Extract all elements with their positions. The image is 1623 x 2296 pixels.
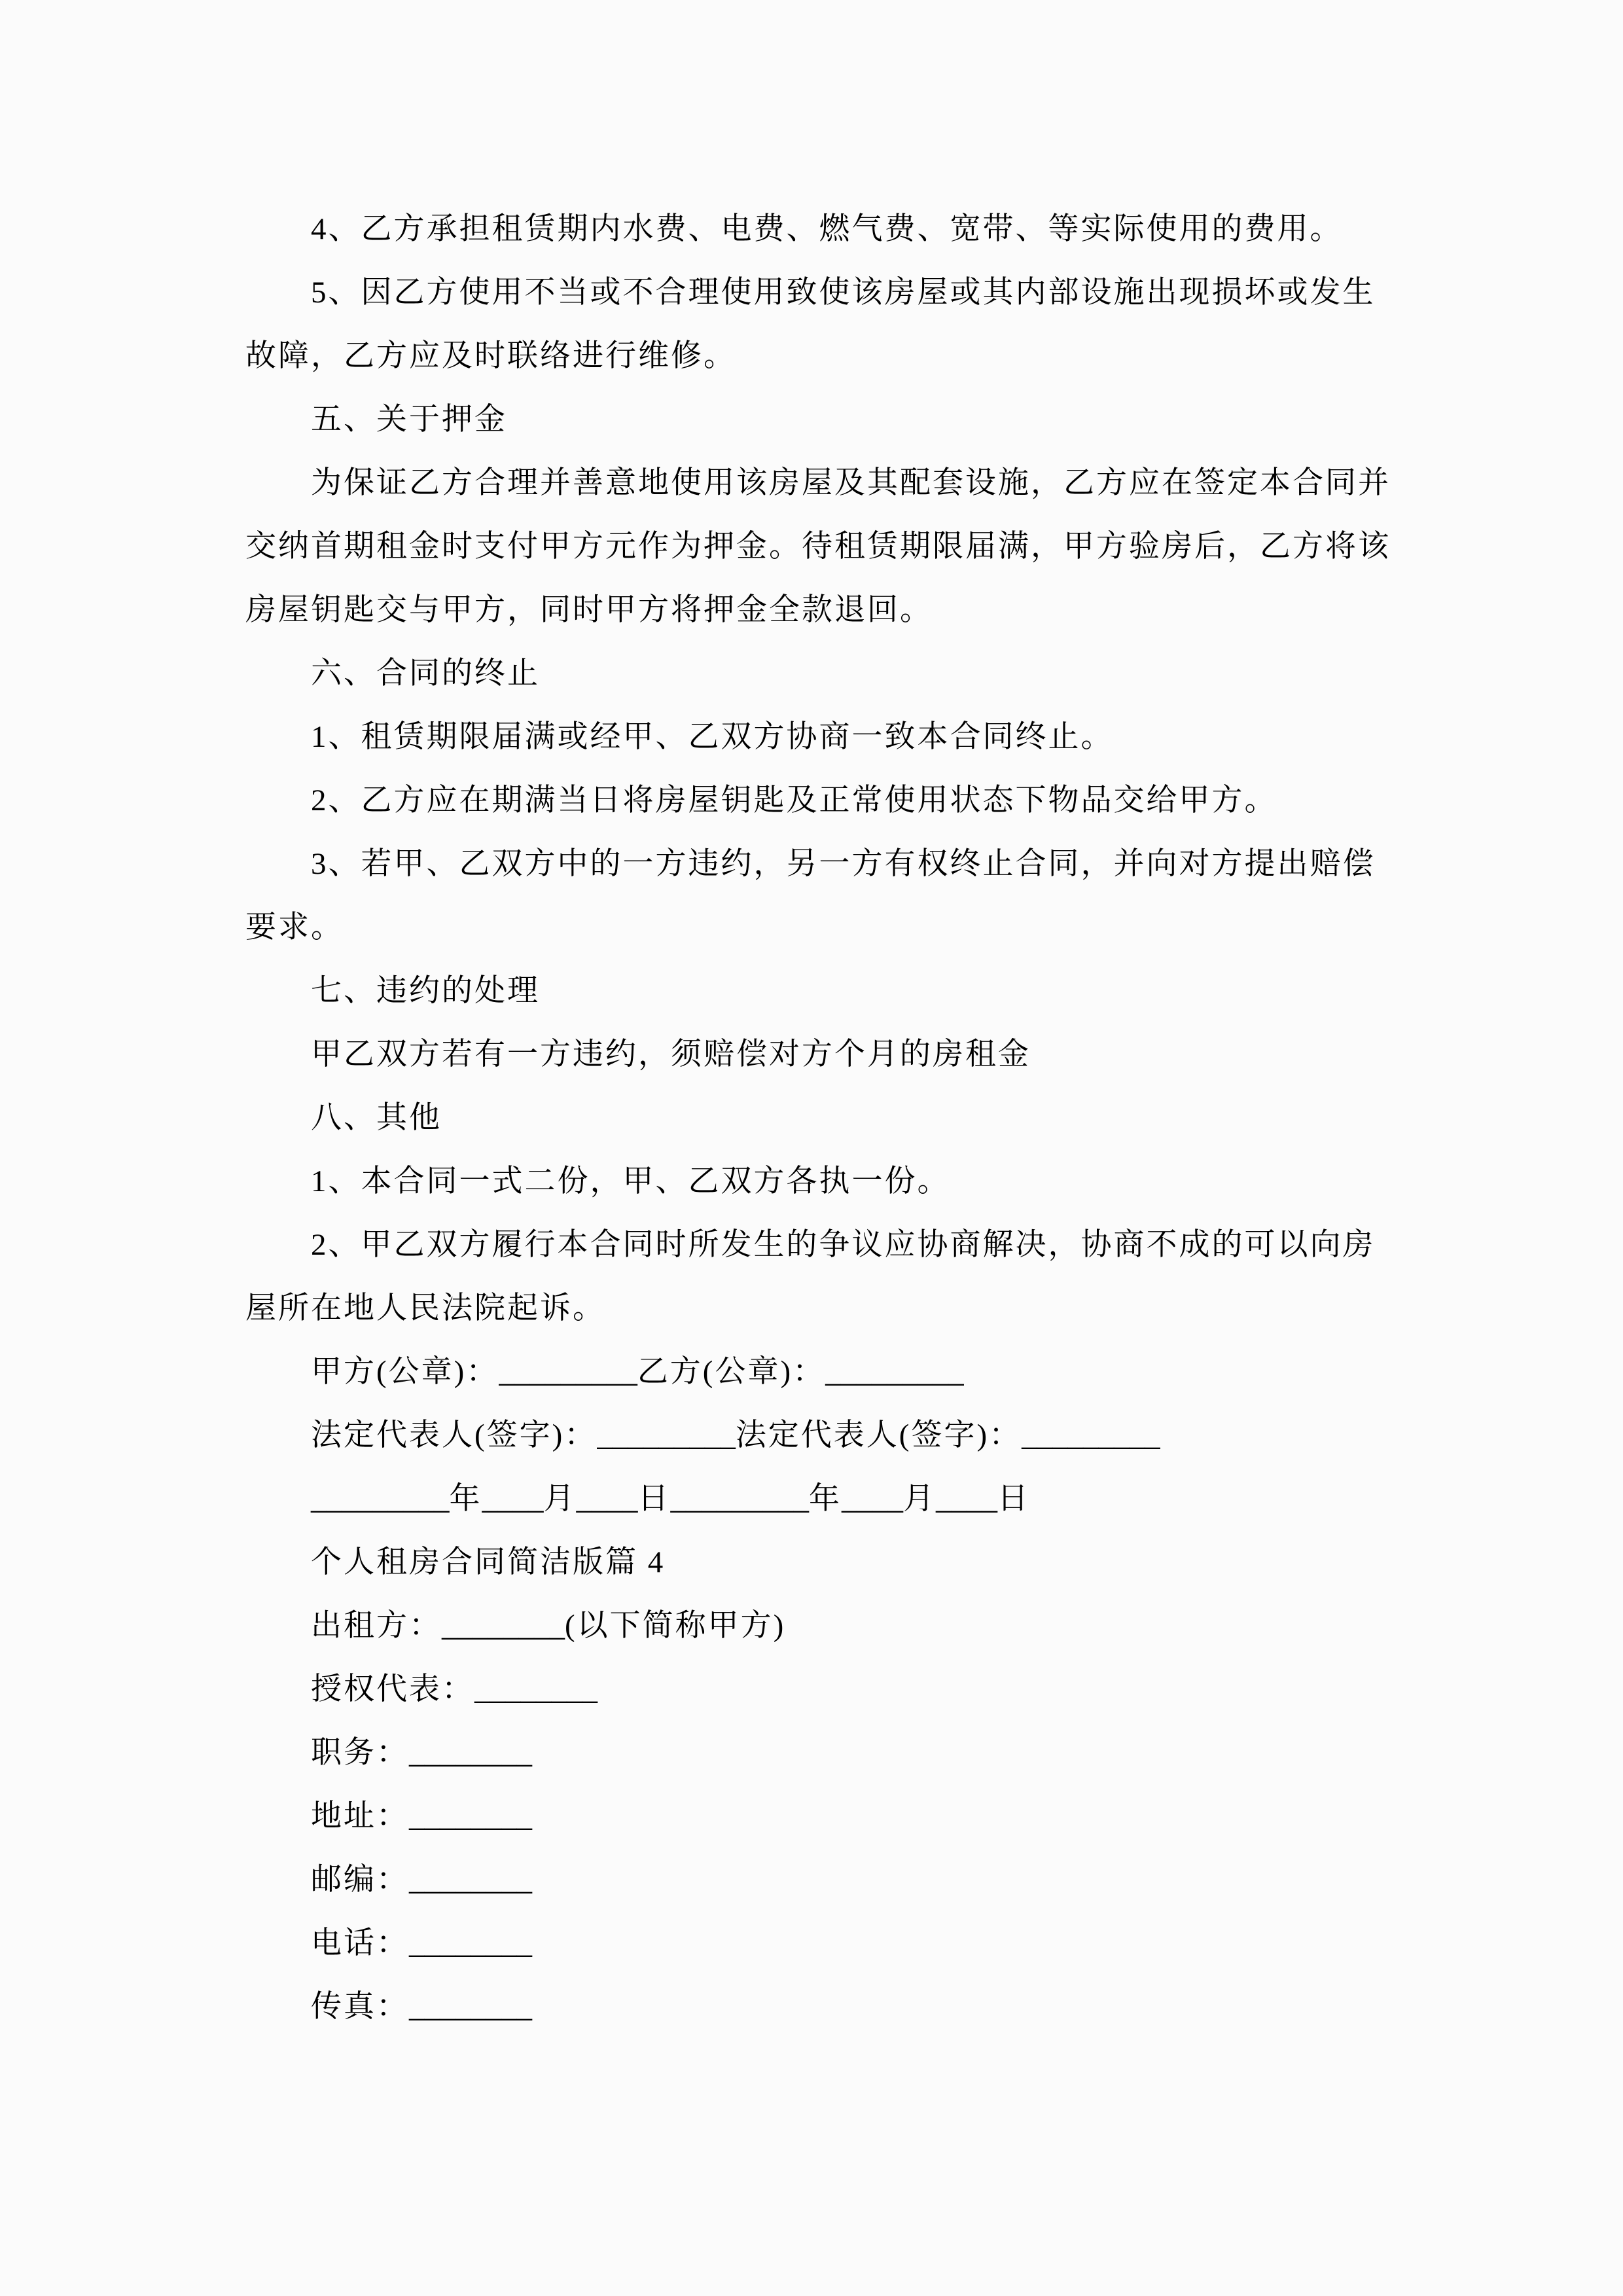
blank-underline: ________ [409, 1863, 532, 1897]
text-line: 邮编：________ [311, 1863, 532, 1897]
text-line: _________年____月____日_________年____月____日 [311, 1482, 1030, 1516]
text-line: 地址：________ [311, 1799, 532, 1833]
blank-underline: ____ [576, 1482, 638, 1516]
blank-underline: ____ [482, 1482, 544, 1516]
blank-underline: _________ [825, 1355, 964, 1389]
blank-underline: ____ [936, 1482, 997, 1516]
text-line: 甲乙双方若有一方违约，须赔偿对方个月的房租金 [311, 1037, 1031, 1071]
text-line: 1、本合同一式二份，甲、乙双方各执一份。 [311, 1164, 950, 1198]
text-line: 为保证乙方合理并善意地使用该房屋及其配套设施，乙方应在签定本合同并 [311, 466, 1391, 500]
text-line: 甲方(公章)：_________乙方(公章)：_________ [311, 1355, 964, 1389]
text-line: 五、关于押金 [311, 403, 507, 437]
text-line: 3、若甲、乙双方中的一方违约，另一方有权终止合同，并向对方提出赔偿 [311, 847, 1376, 881]
text-line: 屋所在地人民法院起诉。 [245, 1291, 605, 1325]
text-line: 4、乙方承担租赁期内水费、电费、燃气费、宽带、等实际使用的费用。 [311, 212, 1343, 246]
text-line: 个人租房合同简洁版篇 4 [311, 1545, 666, 1579]
blank-underline: ________ [474, 1672, 597, 1706]
text-line: 出租方：________(以下简称甲方) [311, 1609, 786, 1643]
text-line: 八、其他 [311, 1101, 442, 1135]
text-line: 交纳首期租金时支付甲方元作为押金。待租赁期限届满，甲方验房后，乙方将该 [245, 529, 1391, 564]
text-line: 法定代表人(签字)：_________法定代表人(签字)：_________ [311, 1418, 1160, 1452]
text-line: 故障，乙方应及时联络进行维修。 [245, 339, 736, 373]
text-line: 1、租赁期限届满或经甲、乙双方协商一致本合同终止。 [311, 720, 1114, 754]
contract-text [245, 198, 1404, 2039]
blank-underline: ________ [442, 1609, 565, 1643]
text-line: 5、因乙方使用不当或不合理使用致使该房屋或其内部设施出现损坏或发生 [311, 276, 1376, 310]
blank-underline: ________ [409, 1799, 532, 1833]
blank-underline: ________ [409, 1926, 532, 1960]
text-line: 要求。 [245, 910, 344, 944]
blank-underline: _________ [499, 1355, 637, 1389]
blank-underline: ____ [842, 1482, 903, 1516]
blank-underline: ________ [409, 1990, 532, 2024]
text-line: 授权代表：________ [311, 1672, 597, 1706]
text-line: 房屋钥匙交与甲方，同时甲方将押金全款退回。 [245, 593, 933, 627]
text-line: 职务：________ [311, 1736, 532, 1770]
text-line: 传真：________ [311, 1990, 532, 2024]
text-line: 2、甲乙双方履行本合同时所发生的争议应协商解决，协商不成的可以向房 [311, 1228, 1376, 1262]
blank-underline: _________ [311, 1482, 450, 1516]
blank-underline: _________ [1022, 1418, 1160, 1452]
text-line: 六、合同的终止 [311, 656, 540, 691]
blank-underline: _________ [597, 1418, 736, 1452]
blank-underline: ________ [409, 1736, 532, 1770]
blank-underline: _________ [670, 1482, 809, 1516]
text-line: 七、违约的处理 [311, 974, 540, 1008]
text-line: 电话：________ [311, 1926, 532, 1960]
text-line: 2、乙方应在期满当日将房屋钥匙及正常使用状态下物品交给甲方。 [311, 783, 1277, 817]
